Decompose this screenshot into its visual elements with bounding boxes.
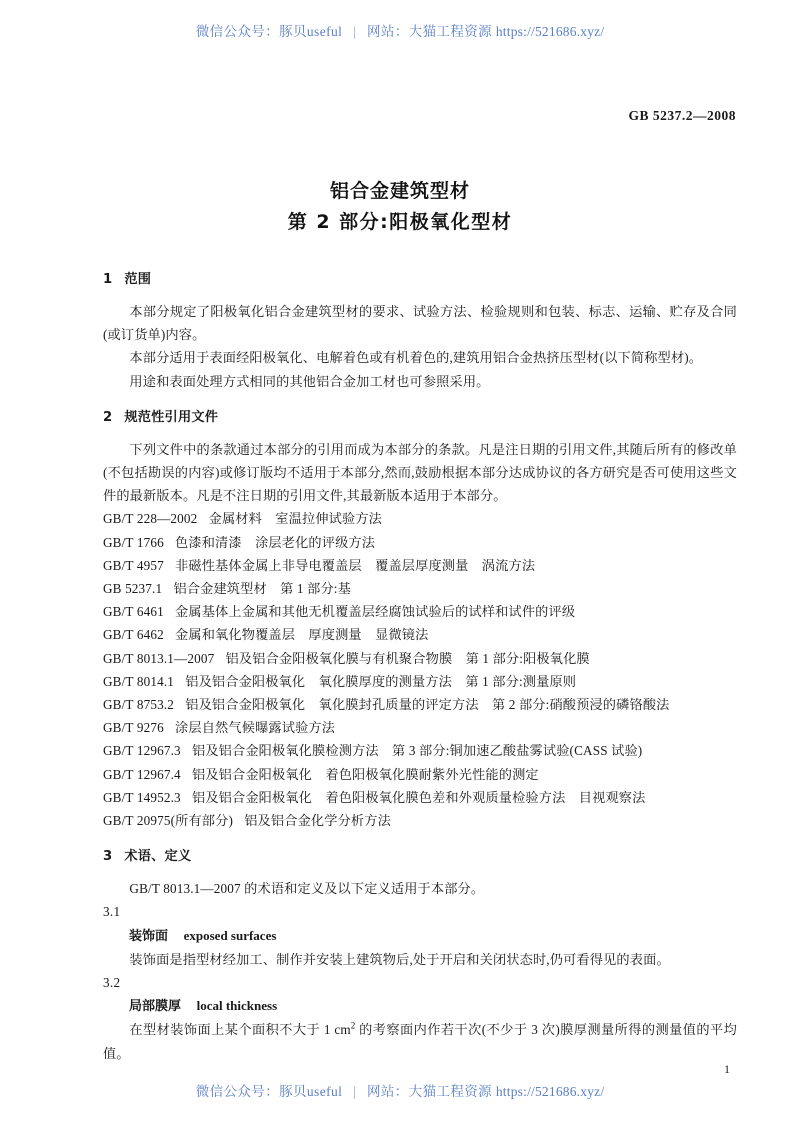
reference-item [77, 786, 737, 809]
title-line-2: 第 2 部分:阳极氧化型材 [287, 211, 513, 233]
section-title-3: 术语、定义 [124, 849, 192, 865]
section-1-paragraph-1: 本部分规定了阳极氧化铝合金建筑型材的要求、试验方法、检验规则和包装、标志、运输、贮存及合同(或订货单)内容。 [103, 304, 737, 343]
reference-item [77, 763, 737, 786]
section-title-1: 范围 [124, 272, 152, 287]
section-3-paragraph-1: GB/T 8013.1—2007 的术语和定义及以下定义适用于本部分。 [129, 881, 485, 897]
reference-title: 铝及铝合金阳极氧化膜检测方法 第 3 部分:铜加速乙酸盐雾试验(CASS 试验) [191, 743, 643, 759]
reference-id: GB/T 8013.1—2007 [103, 650, 215, 666]
term-chinese-3-2: 局部膜厚 [129, 999, 182, 1015]
reference-title: 铝及铝合金阳极氧化 着色阳极氧化膜耐紫外光性能的测定 [191, 766, 539, 782]
reference-item [77, 739, 737, 762]
reference-item [77, 577, 737, 600]
section-title-2: 规范性引用文件 [124, 409, 219, 425]
reference-title: 铝及铝合金阳极氧化膜与有机聚合物膜 第 1 部分:阳极氧化膜 [225, 650, 590, 666]
section-heading-1 [103, 268, 737, 291]
section-number-3: 3 [103, 849, 113, 865]
reference-title: 金属和氧化物覆盖层 厚度测量 显微镜法 [175, 627, 429, 643]
watermark-url: https://521686.xyz/ [495, 1084, 605, 1099]
reference-id: GB/T 8014.1 [103, 673, 175, 689]
term-definition-3-2-part2: 的考察面内作若干次(不少于 3 次)膜厚测量所得的测量值的平均值。 [103, 1022, 737, 1061]
reference-title: 金属材料 室温拉伸试验方法 [208, 511, 383, 527]
reference-item [77, 809, 737, 832]
page-title [0, 176, 800, 238]
reference-id: GB/T 6462 [103, 627, 164, 643]
reference-id: GB/T 14952.3 [103, 789, 181, 805]
term-chinese-3-1: 装饰面 [129, 928, 169, 944]
term-english-3-2: local thickness [196, 998, 278, 1014]
section-number-2: 2 [103, 409, 113, 425]
normative-reference-list [103, 507, 737, 832]
reference-item [77, 647, 737, 670]
reference-item [77, 600, 737, 623]
reference-title: 铝及铝合金阳极氧化 氧化膜封孔质量的评定方法 第 2 部分:硝酸预浸的磷铬酸法 [185, 697, 670, 713]
term-definition-3-2 [103, 1018, 737, 1064]
reference-title: 铝及铝合金化学分析方法 [244, 813, 391, 829]
title-line-1: 铝合金建筑型材 [329, 180, 470, 202]
term-english-3-1: exposed surfaces [183, 927, 277, 943]
reference-id: GB/T 1766 [103, 534, 164, 550]
section-2-paragraph-1: 下列文件中的条款通过本部分的引用而成为本部分的条款。凡是注日期的引用文件,其随后所有的修改单(不包括勘误的内容)或修订版均不适用于本部分,然而,鼓励根据本部分达成协议的各方研究是否可使用这些文件的最新版本。凡是不注日期的引用文件,其最新版本适用于本部分。 [103, 441, 737, 504]
reference-id: GB/T 6461 [103, 604, 164, 620]
reference-id: GB/T 12967.3 [103, 743, 181, 759]
term-entry-3-2 [103, 994, 737, 1018]
reference-item [77, 693, 737, 716]
reference-title: 铝合金建筑型材 第 1 部分:基 [173, 581, 351, 597]
reference-id: GB/T 228—2002 [103, 511, 198, 527]
term-definition-3-2-part1: 在型材装饰面上某个面积不大于 1 cm [129, 1022, 351, 1038]
watermark-wechat-label: 微信公众号：豚贝useful [195, 24, 343, 39]
reference-item [77, 670, 737, 693]
watermark-site-label: 网站：大猫工程资源 [366, 24, 493, 39]
reference-title: 铝及铝合金阳极氧化 着色阳极氧化膜色差和外观质量检验方法 目视观察法 [191, 789, 646, 805]
section-heading-3 [103, 845, 737, 868]
reference-id: GB/T 4957 [103, 557, 164, 573]
reference-id: GB 5237.1 [103, 581, 163, 597]
term-definition-3-1: 装饰面是指型材经加工、制作并安装上建筑物后,处于开启和关闭状态时,仍可看得见的表面。 [129, 951, 670, 967]
term-entry-3-1 [103, 924, 737, 948]
reference-title: 金属基体上金属和其他无机覆盖层经腐蚀试验后的试样和试件的评级 [175, 604, 576, 620]
reference-title: 涂层自然气候曝露试验方法 [175, 720, 336, 736]
reference-id: GB/T 9276 [103, 720, 164, 736]
standard-number: GB 5237.2—2008 [628, 108, 736, 123]
section-1-paragraph-3: 用途和表面处理方式相同的其他铝合金加工材也可参照采用。 [129, 373, 490, 389]
reference-item [77, 507, 737, 530]
section-1-paragraph-2: 本部分适用于表面经阳极氧化、电解着色或有机着色的,建筑用铝合金热挤压型材(以下简称型材)。 [129, 350, 703, 366]
reference-title: 铝及铝合金阳极氧化 氧化膜厚度的测量方法 第 1 部分:测量原则 [185, 673, 577, 689]
clause-number-3-1: 3.1 [103, 904, 121, 920]
watermark-bottom [0, 1080, 800, 1100]
watermark-top [0, 20, 800, 40]
reference-title: 非磁性基体金属上非导电覆盖层 覆盖层厚度测量 涡流方法 [175, 557, 536, 573]
section-heading-2 [103, 406, 737, 429]
reference-item [77, 554, 737, 577]
page-number: 1 [724, 1062, 730, 1076]
watermark-separator: | [353, 1084, 357, 1099]
reference-item [77, 531, 737, 554]
document-body [103, 268, 737, 1065]
watermark-wechat-label: 微信公众号：豚贝useful [195, 1084, 343, 1099]
clause-number-3-2: 3.2 [103, 975, 121, 991]
reference-id: GB/T 12967.4 [103, 766, 181, 782]
reference-item [77, 716, 737, 739]
reference-id: GB/T 8753.2 [103, 697, 175, 713]
watermark-separator: | [353, 24, 357, 39]
term-definition-3-2-superscript: 2 [350, 1021, 356, 1032]
watermark-url: https://521686.xyz/ [495, 24, 605, 39]
reference-title: 色漆和清漆 涂层老化的评级方法 [175, 534, 376, 550]
reference-id: GB/T 20975(所有部分) [103, 813, 233, 829]
section-number-1: 1 [103, 272, 113, 287]
watermark-site-label: 网站：大猫工程资源 [366, 1084, 493, 1099]
reference-item [77, 623, 737, 646]
